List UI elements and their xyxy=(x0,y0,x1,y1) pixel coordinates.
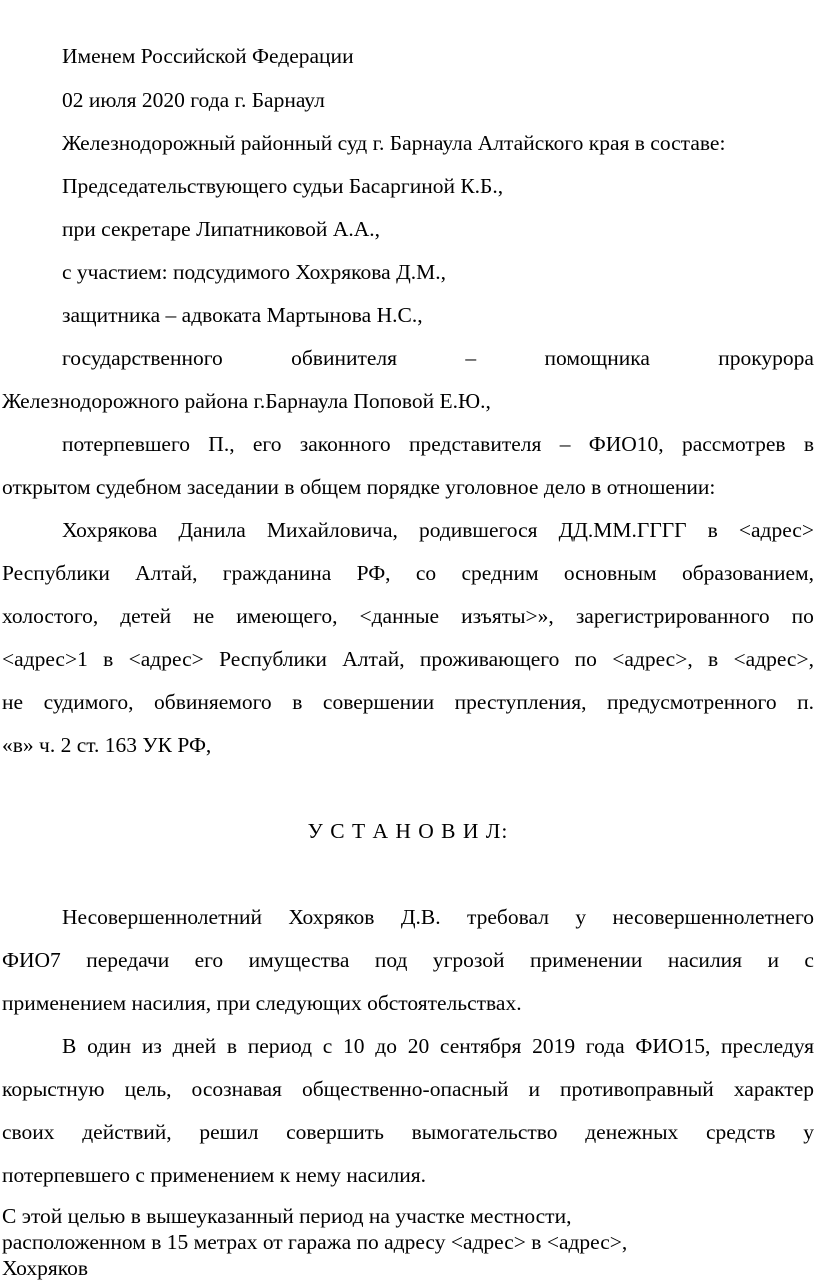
body-p2-line-2 xyxy=(2,1079,814,1101)
word: Михайловича, xyxy=(266,518,398,542)
word: средств xyxy=(705,1120,776,1144)
body-p1-line-1 xyxy=(62,907,814,929)
word: угрозой xyxy=(432,948,505,972)
word: гражданина xyxy=(222,561,332,585)
defendant-line-6: «в» ч. 2 ст. 163 УК РФ, xyxy=(2,733,212,757)
word: судимого, xyxy=(43,690,134,714)
word: п. xyxy=(797,690,814,714)
body-p3-line-1: С этой целью в вышеуказанный период на участке местности, xyxy=(2,1204,572,1228)
word: Республики xyxy=(219,647,327,671)
defendant-line-1 xyxy=(62,520,814,542)
word: характер xyxy=(733,1077,814,1101)
word: государственного xyxy=(62,346,223,370)
word: <данные xyxy=(359,604,440,628)
word: у xyxy=(575,905,587,929)
word: представителя xyxy=(408,432,542,456)
word: из xyxy=(141,1034,162,1058)
defendant-line-5 xyxy=(2,692,814,714)
word: – xyxy=(559,432,571,456)
word: помощника xyxy=(544,346,650,370)
word: потерпевшего xyxy=(62,432,190,456)
word: предусмотренного xyxy=(607,690,777,714)
header-line-victim xyxy=(62,434,814,456)
body-p3-line-3: Хохряков xyxy=(2,1256,89,1280)
word: период xyxy=(247,1034,313,1058)
word: рассмотрев xyxy=(681,432,786,456)
word: применении xyxy=(529,948,643,972)
word: В xyxy=(62,1034,77,1058)
word: до xyxy=(375,1034,397,1058)
header-line-court: Железнодорожный районный суд г. Барнаула Алтайского края в составе: xyxy=(62,131,726,155)
body-p3-line-2: расположенном в 15 метрах от гаража по адресу <адрес> в <адрес>, xyxy=(2,1230,628,1254)
word: РФ, xyxy=(356,561,391,585)
word: П., xyxy=(208,432,235,456)
word: преследуя xyxy=(721,1034,814,1058)
word: не xyxy=(193,604,215,628)
word: в xyxy=(708,647,719,671)
word: не xyxy=(2,690,24,714)
word: денежных xyxy=(585,1120,679,1144)
word: со xyxy=(415,561,437,585)
defendant-line-3 xyxy=(2,606,814,628)
word: передачи xyxy=(86,948,170,972)
header-line-defender: защитника – адвоката Мартынова Н.С., xyxy=(62,303,423,327)
header-line-secretary: при секретаре Липатниковой А.А., xyxy=(62,217,380,241)
word: <адрес> xyxy=(738,518,814,542)
word: средним xyxy=(461,561,539,585)
word: имеющего, xyxy=(236,604,338,628)
word: проживающего xyxy=(419,647,560,671)
header-line-prosecutor xyxy=(62,348,814,370)
word: – xyxy=(465,346,477,370)
word: 2019 xyxy=(532,1034,576,1058)
word: ФИО10, xyxy=(588,432,664,456)
word: ДД.ММ.ГГГГ xyxy=(558,518,687,542)
word: вымогательство xyxy=(411,1120,558,1144)
word: несовершеннолетнего xyxy=(612,905,814,929)
word: прокурора xyxy=(718,346,814,370)
word: законного xyxy=(299,432,391,456)
word: Хохряков xyxy=(288,905,375,929)
word: 20 xyxy=(407,1034,430,1058)
word: обвинителя xyxy=(291,346,398,370)
word: осознавая xyxy=(191,1077,282,1101)
word: один xyxy=(87,1034,132,1058)
word: и xyxy=(528,1077,541,1101)
header-line-defendant: с участием: подсудимого Хохрякова Д.М., xyxy=(62,260,446,284)
word: корыстную xyxy=(2,1077,105,1101)
word: с xyxy=(322,1034,333,1058)
word: основным xyxy=(563,561,657,585)
word: его xyxy=(194,948,224,972)
word: совершении xyxy=(322,690,435,714)
word: своих xyxy=(2,1120,55,1144)
word: Данила xyxy=(178,518,246,542)
word: его xyxy=(252,432,282,456)
word: цель, xyxy=(124,1077,172,1101)
word: Алтай, xyxy=(135,561,198,585)
word: в xyxy=(292,690,303,714)
word: под xyxy=(374,948,408,972)
body-p1-line-2 xyxy=(2,950,814,972)
word: родившегося xyxy=(418,518,538,542)
word: имущества xyxy=(248,948,350,972)
header-line-date: 02 июля 2020 года г. Барнаул xyxy=(62,88,325,112)
body-p2-line-3 xyxy=(2,1122,814,1144)
word: действий, xyxy=(82,1120,172,1144)
word: противоправный xyxy=(560,1077,714,1101)
word: у xyxy=(803,1120,814,1144)
defendant-line-4 xyxy=(2,649,814,671)
word: в xyxy=(103,647,114,671)
body-p2-line-1 xyxy=(62,1036,814,1058)
word: в xyxy=(226,1034,237,1058)
word: <адрес>, xyxy=(612,647,693,671)
word: года xyxy=(585,1034,625,1058)
word: Д.В. xyxy=(400,905,441,929)
header-line-case: открытом судебном заседании в общем порядке уголовное дело в отношении: xyxy=(2,475,716,499)
word: Алтай, xyxy=(342,647,405,671)
word: ФИО15, xyxy=(635,1034,711,1058)
word: ФИО7 xyxy=(2,948,61,972)
word: дней xyxy=(172,1034,217,1058)
word: <адрес>, xyxy=(733,647,814,671)
word: в xyxy=(707,518,718,542)
word: Несовершеннолетний xyxy=(62,905,262,929)
word: с xyxy=(804,948,814,972)
word: Республики xyxy=(2,561,110,585)
word: холостого, xyxy=(2,604,99,628)
word: <адрес> xyxy=(128,647,204,671)
header-line-judge: Председательствующего судьи Басаргиной К.Б., xyxy=(62,174,504,198)
defendant-line-2 xyxy=(2,563,814,585)
word: по xyxy=(791,604,814,628)
word: преступления, xyxy=(454,690,587,714)
word: насилия xyxy=(667,948,743,972)
word: и xyxy=(767,948,779,972)
word: <адрес>1 xyxy=(2,647,88,671)
word: в xyxy=(803,432,814,456)
word: общественно-опасный xyxy=(301,1077,509,1101)
header-line-1: Именем Российской Федерации xyxy=(62,44,354,68)
word: решил xyxy=(199,1120,259,1144)
word: изъяты>», xyxy=(461,604,554,628)
word: по xyxy=(574,647,597,671)
word: Хохрякова xyxy=(62,518,158,542)
header-line-prosecutor-cont: Железнодорожного района г.Барнаула Поповой Е.Ю., xyxy=(2,389,491,413)
word: зарегистрированного xyxy=(575,604,770,628)
section-title: У С Т А Н О В И Л: xyxy=(307,819,509,843)
word: образованием, xyxy=(681,561,814,585)
body-p1-line-3: применением насилия, при следующих обстоятельствах. xyxy=(2,991,522,1015)
word: детей xyxy=(120,604,172,628)
body-p2-line-4: потерпевшего с применением к нему насилия. xyxy=(2,1163,426,1187)
word: требовал xyxy=(466,905,549,929)
word: совершить xyxy=(286,1120,384,1144)
word: сентября xyxy=(439,1034,522,1058)
word: 10 xyxy=(343,1034,365,1058)
word: обвиняемого xyxy=(154,690,272,714)
